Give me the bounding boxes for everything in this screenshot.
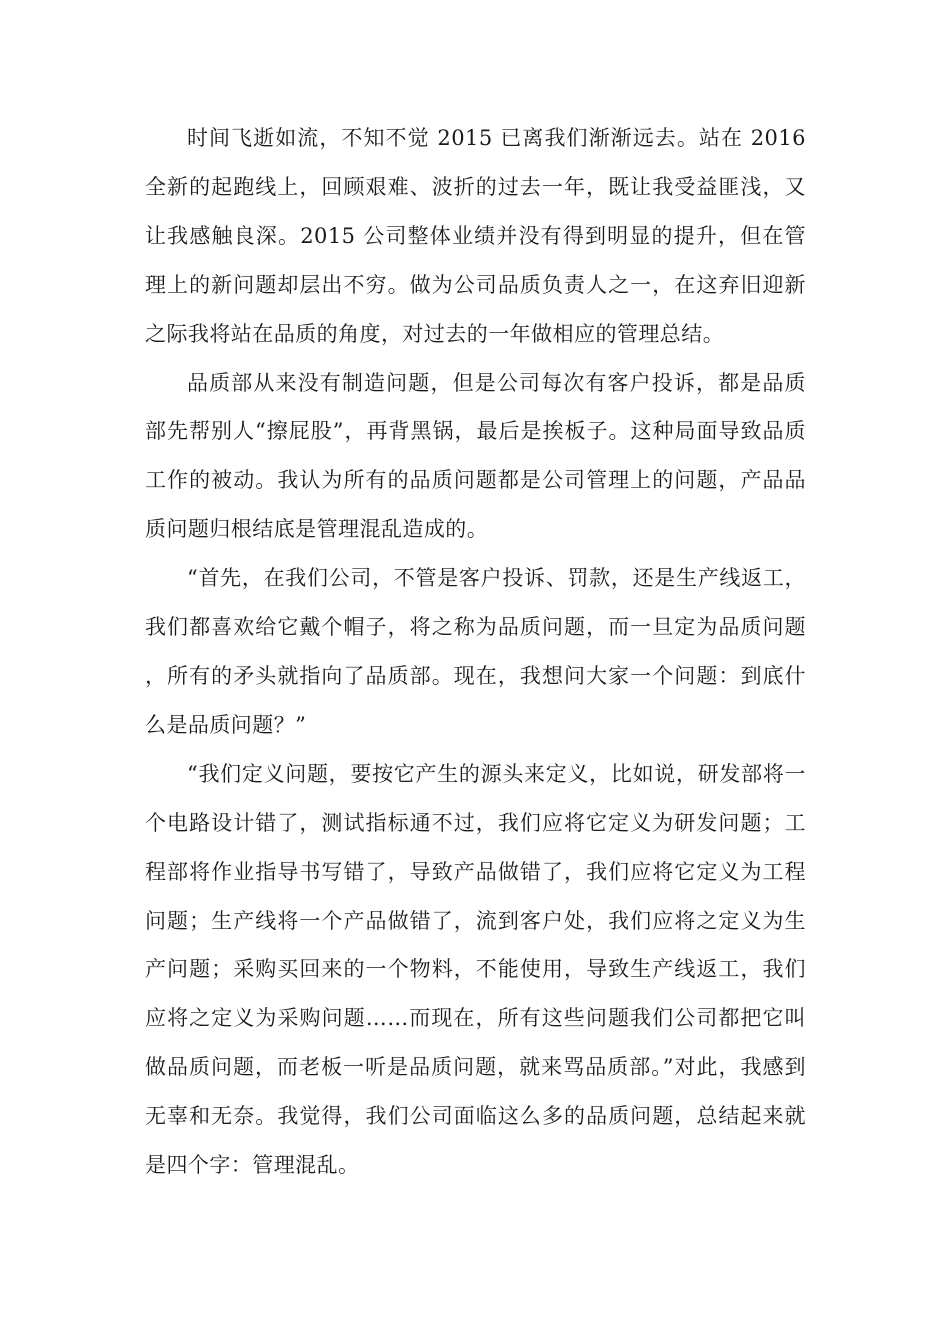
paragraph-quote-question: “首先，在我们公司，不管是客户投诉、罚款，还是生产线返工，我们都喜欢给它戴个帽子，将之称为品质问题，而一旦定为品质问题，所有的矛头就指向了品质部。现在，我想问大家一个问题：到底什么是品质问题？” — [145, 566, 806, 737]
paragraph-quality-dept: 品质部从来没有制造问题，但是公司每次有客户投诉，都是品质部先帮别人“擦屁股”，再背黑锅，最后是挨板子。这种局面导致品质工作的被动。我认为所有的品质问题都是公司管理上的问题，产品品质问题归根结底是管理混乱造成的。 — [145, 370, 806, 542]
paragraph-quote-definition: “我们定义问题，要按它产生的源头来定义，比如说，研发部将一个电路设计错了，测试指标通不过，我们应将它定义为研发问题；工程部将作业指导书写错了，导致产品做错了，我们应将它定义为工程问题；生产线将一个产品做错了，流到客户处，我们应将之定义为生产问题；采购买回来的一个物料，不能使用，导致生产线返工，我们应将之定义为采购问题……而现在，所有这些问题我们公司都把它叫做品质问题，而老板一听是品质问题，就来骂品质部。”对此，我感到无辜和无奈。我觉得，我们公司面临这么多的品质问题，总结起来就是四个字：管理混乱。 — [145, 761, 806, 1178]
document-body — [145, 114, 806, 1190]
paragraph-intro: 时间飞逝如流，不知不觉 2015 已离我们渐渐远去。站在 2016 全新的起跑线上，回顾艰难、波折的过去一年，既让我受益匪浅，又让我感触良深。2015 公司整体业绩并没有得到明显的提升，但在管理上的新问题却层出不穷。做为公司品质负责人之一，在这弃旧迎新之际我将站在品质的角度，对过去的一年做相应的管理总结。 — [145, 126, 806, 346]
